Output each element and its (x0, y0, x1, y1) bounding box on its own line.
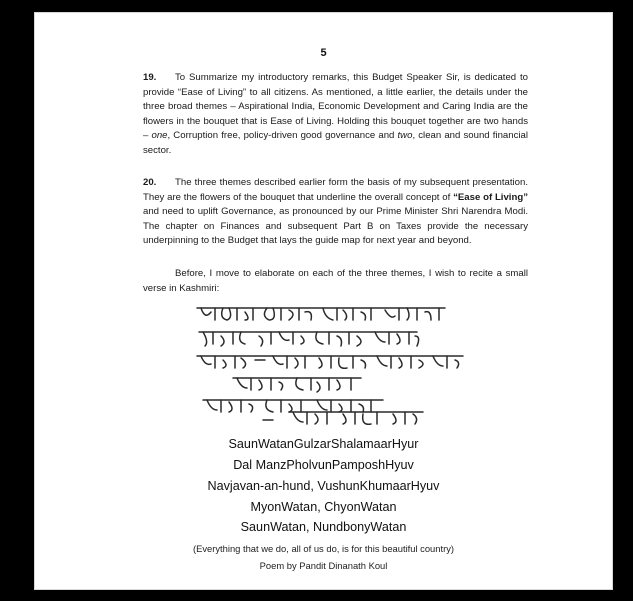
script-line-5 (203, 400, 383, 412)
script-signature (263, 412, 423, 424)
verse-line-2: Dal ManzPholvunPamposhHyuv (233, 458, 414, 472)
page-number: 5 (320, 47, 327, 59)
verse-line-1: SaunWatanGulzarShalamaarHyur (228, 437, 419, 451)
verse-translation: (Everything that we do, all of us do, is for this beautiful country) (192, 543, 455, 554)
script-line-2 (199, 332, 419, 346)
paragraph-intro-verse: Before, I move to elaborate on each of the three themes, I wish to recite a small verse in Kashmiri: (143, 268, 528, 294)
script-line-3 (197, 356, 463, 368)
verse-line-5: SaunWatan, NundbonyWatan (240, 520, 407, 534)
document-page (35, 13, 612, 589)
paragraph-number: 19. (143, 72, 157, 83)
verse-line-3: Navjavan-an-hund, VushunKhumaarHyuv (207, 479, 440, 493)
script-line-4 (233, 378, 361, 392)
verse-line-4: MyonWatan, ChyonWatan (250, 500, 397, 514)
script-line-1 (197, 308, 445, 320)
poem-credit: Poem by Pandit Dinanath Koul (259, 560, 388, 571)
kashmiri-script-verse-image (193, 302, 473, 426)
paragraph-number: 20. (143, 177, 157, 188)
paragraph-19: 19. To Summarize my introductory remarks, this Budget Speaker Sir, is dedicated to provide “Ease of Living” to all citizens. As mentioned, a little earlier, the details under the three broad themes – Aspirational India, Economic Development and Caring India are the flowers in the bouquet that is Ease of Living. Holding this bouquet together are two hands – one, Corruption free, policy-driven good governance and two, clean and sound financial sector. (143, 72, 528, 156)
paragraph-20: 20. The three themes described earlier form the basis of my subsequent presentation. They are the flowers of the bouquet that underline the overall concept of “Ease of Living” and need to uplift Governance, as pronounced by our Prime Minister Shri Narendra Modi. The chapter on Finances and subsequent Part B on Taxes provide the necessary underpinning to the Budget that lays the guide map for next year and beyond. (143, 177, 528, 247)
